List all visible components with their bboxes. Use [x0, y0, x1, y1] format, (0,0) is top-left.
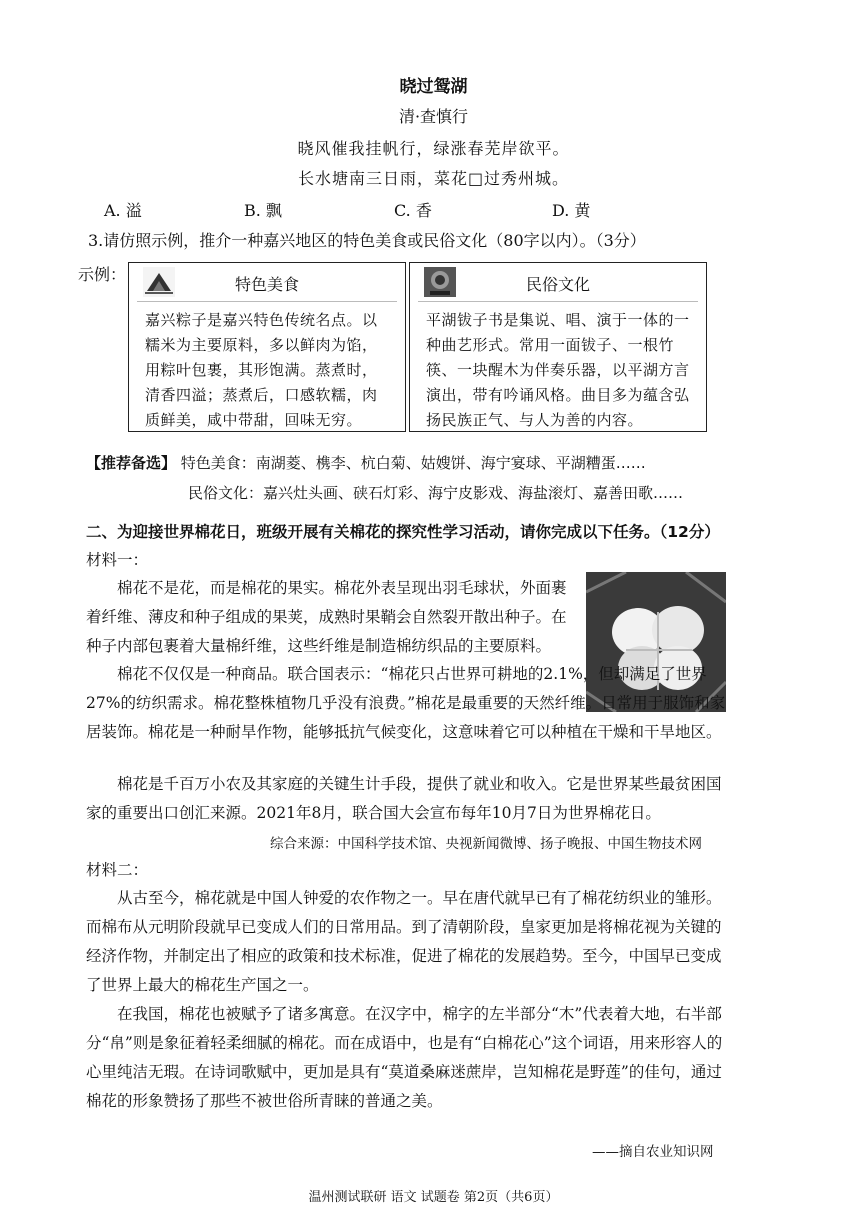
- material-2-source: ——摘自农业知识网: [592, 1144, 714, 1160]
- material-1-p3-text: 棉花是千百万小农及其家庭的关键生计手段，提供了就业和收入。它是世界某些最贫困国家的重要出口创汇来源。2021年8月，联合国大会宣布每年10月7日为世界棉花日。: [86, 775, 722, 822]
- poem-line-1: 晓风催我挂帆行，绿涨春芜岸欲平。: [297, 139, 570, 158]
- material-1-label: 材料一：: [86, 551, 149, 569]
- option-b: B. 飘: [244, 201, 282, 220]
- food-card-header: [137, 263, 397, 302]
- material-2-p2: [86, 1000, 726, 1116]
- folk-card: [409, 262, 707, 432]
- material-1-p2: [86, 660, 726, 747]
- material-2-p1: [86, 884, 726, 1000]
- material-2-label: 材料二：: [86, 861, 149, 879]
- poem-author: 清·查慎行: [398, 107, 469, 126]
- food-card-title: 特色美食: [234, 275, 299, 294]
- poem-line-2: 长水塘南三日雨，菜花□过秀州城。: [297, 169, 570, 188]
- section-2-title: 二、为迎接世界棉花日，班级开展有关棉花的探究性学习活动，请你完成以下任务。（12分）: [86, 523, 720, 541]
- option-a: A. 溢: [104, 201, 142, 220]
- food-card: [128, 262, 406, 432]
- material-1-p1: [86, 574, 574, 661]
- recommend-food: 特色美食：南湖菱、槜李、杭白菊、姑嫂饼、海宁宴球、平湖糟蛋……: [180, 454, 646, 472]
- material-1-p3: [86, 770, 726, 828]
- material-1-p1-text: 棉花不是花，而是棉花的果实。棉花外表呈现出羽毛球状，外面裹着纤维、薄皮和种子组成的果荚，成熟时果鞘会自然裂开散出种子。在种子内部包裹着大量棉纤维，这些纤维是制造棉纺织品的主要原料。: [86, 579, 567, 655]
- food-card-text: 嘉兴粽子是嘉兴特色传统名点。以糯米为主要原料，多以鲜肉为馅，用粽叶包裹，其形饱满。蒸煮时，清香四溢；蒸煮后，口感软糯，肉质鲜美，咸中带甜，回味无穷。: [145, 311, 378, 429]
- page-footer: 温州测试联研 语文 试题卷 第2页（共6页）: [308, 1190, 559, 1205]
- example-label: 示例：: [78, 265, 127, 284]
- question-3: 3.请仿照示例，推介一种嘉兴地区的特色美食或民俗文化（80字以内）。（3分）: [88, 231, 646, 250]
- material-1-source: 综合来源：中国科学技术馆、央视新闻微博、扬子晚报、中国生物技术网: [270, 836, 702, 852]
- recommend-food-row: [86, 452, 646, 473]
- material-2-p2-text: 在我国，棉花也被赋予了诸多寓意。在汉字中，棉字的左半部分“木”代表着大地，右半部分“帛”则是象征着轻柔细腻的棉花。而在成语中，也是有“白棉花心”这个词语，用来形容人的心里纯洁无瑕。在诗词歌赋中，更加是具有“莫道桑麻迷蔗岸，岂知棉花是野莲”的佳句，通过棉花的形象赞扬了那些不被世俗所青睐的普通之美。: [86, 1005, 723, 1110]
- folk-card-header: [418, 263, 698, 302]
- folk-card-title: 民俗文化: [525, 275, 590, 294]
- recommend-tag: 【推荐备选】: [86, 454, 177, 472]
- poem-title: 晓过鸳湖: [399, 77, 468, 97]
- material-1-p2-text: 棉花不仅仅是一种商品。联合国表示：“棉花只占世界可耕地的2.1%，但却满足了世界27%的纺织需求。棉花整株植物几乎没有浪费。”棉花是最重要的天然纤维。日常用于服饰和家居装饰。棉花是一种耐旱作物，能够抵抗气候变化，这意味着它可以种植在干燥和干旱地区。: [86, 665, 726, 741]
- recommend-folk: 民俗文化：嘉兴灶头画、硖石灯彩、海宁皮影戏、海盐滚灯、嘉善田歌……: [188, 484, 684, 502]
- material-2-p1-text: 从古至今，棉花就是中国人钟爱的农作物之一。早在唐代就早已有了棉花纺织业的雏形。而棉布从元明阶段就早已变成人们的日常用品。到了清朝阶段，皇家更加是将棉花视为关键的经济作物，并制定出了相应的政策和技术标准，促进了棉花的发展趋势。至今，中国早已变成了世界上最大的棉花生产国之一。: [86, 889, 722, 994]
- folk-card-text: 平湖钹子书是集说、唱、演于一体的一种曲艺形式。常用一面钹子、一根竹筷、一块醒木为伴奏乐器，以平湖方言演出，带有吟诵风格。曲目多为蕴含弘扬民族正气、与人为善的内容。: [426, 311, 690, 429]
- option-c: C. 香: [394, 201, 432, 220]
- option-d: D. 黄: [552, 201, 591, 220]
